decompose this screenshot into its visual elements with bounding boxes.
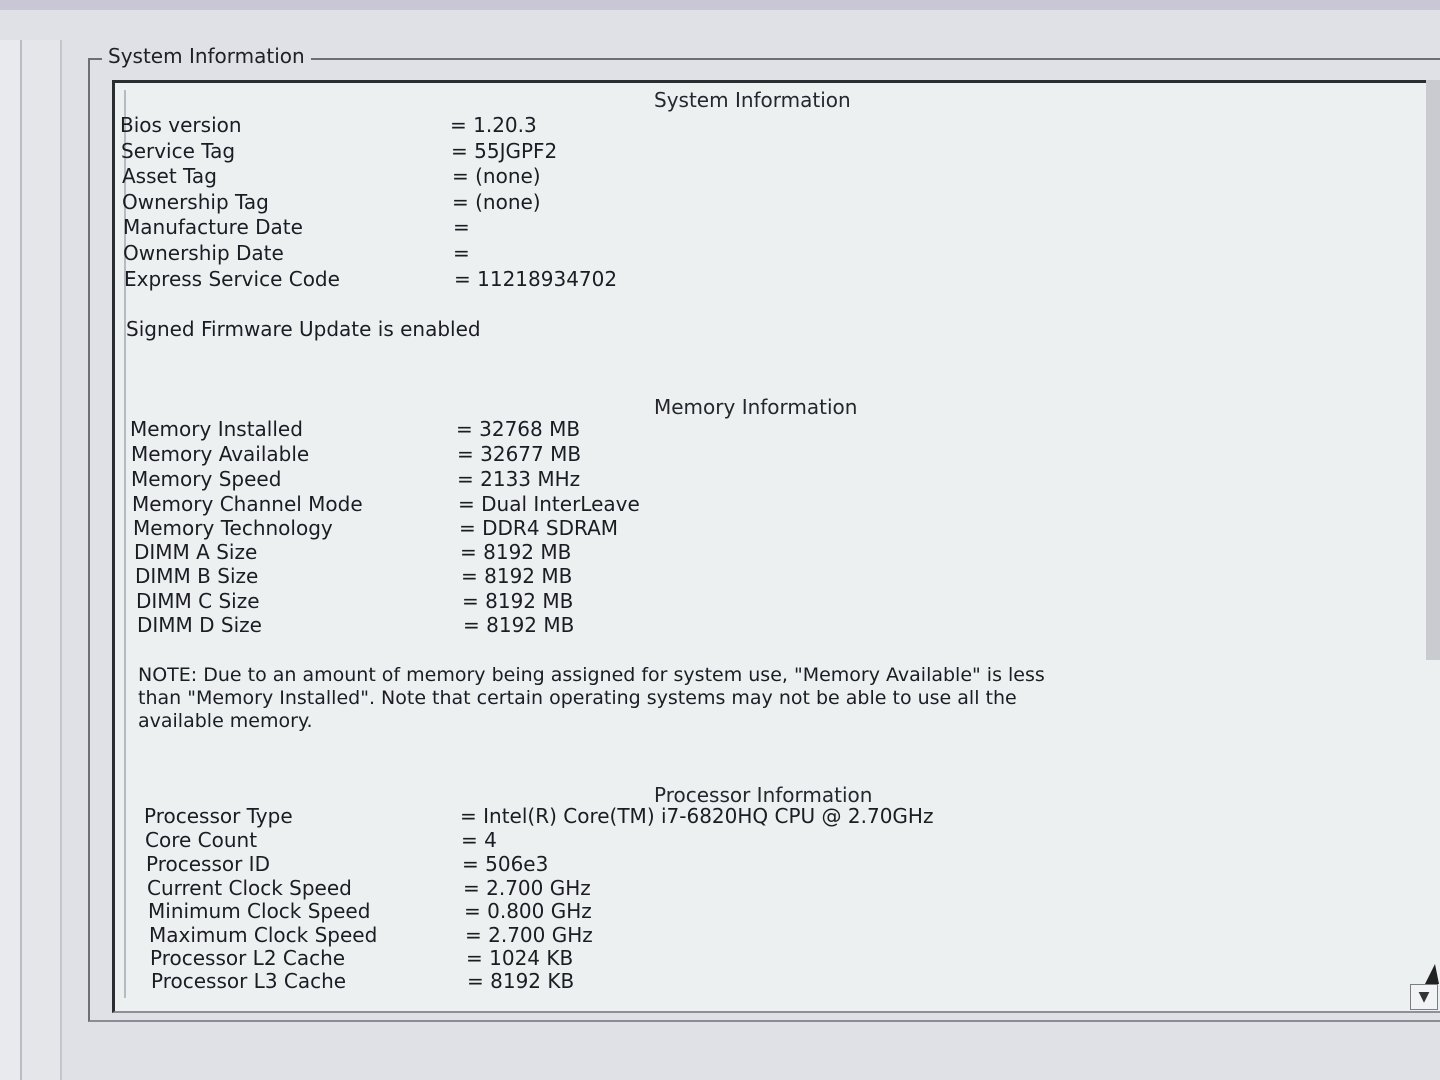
processor-info-section-title: Processor Information <box>654 783 873 807</box>
memory-note-line: NOTE: Due to an amount of memory being assigned for system use, "Memory Available" is less <box>138 664 1045 686</box>
info-label: Memory Speed <box>131 467 282 491</box>
info-value: = 55JGPF2 <box>451 139 558 163</box>
info-value: = (none) <box>452 190 541 214</box>
info-label: Memory Available <box>131 442 310 466</box>
info-value: = 8192 MB <box>460 540 572 564</box>
info-label: Processor L3 Cache <box>151 969 347 993</box>
mouse-cursor-icon <box>1425 964 1439 984</box>
info-label: Processor L2 Cache <box>150 946 346 970</box>
memory-note-line: than "Memory Installed". Note that certain operating systems may not be able to use all the <box>138 687 1017 709</box>
info-value: = 506e3 <box>462 852 549 876</box>
info-value: = 1024 KB <box>466 946 574 970</box>
info-value: = 1.20.3 <box>450 113 537 137</box>
information-panel[interactable] <box>112 80 1440 1013</box>
info-label: Processor Type <box>144 804 293 828</box>
info-value: = 32677 MB <box>457 442 582 466</box>
firmware-update-status: Signed Firmware Update is enabled <box>126 317 481 341</box>
info-label: DIMM A Size <box>134 540 258 564</box>
info-value: = 32768 MB <box>456 417 581 441</box>
info-value: = 0.800 GHz <box>464 899 592 923</box>
info-label: Express Service Code <box>124 267 340 291</box>
info-value: = 8192 KB <box>467 969 575 993</box>
info-value: = <box>453 215 470 239</box>
info-value: = Intel(R) Core(TM) i7-6820HQ CPU @ 2.70GHz <box>460 804 934 828</box>
info-value: = (none) <box>452 164 541 188</box>
info-label: DIMM C Size <box>136 589 260 613</box>
info-label: Service Tag <box>121 139 236 163</box>
info-value: = DDR4 SDRAM <box>459 516 619 540</box>
info-label: Current Clock Speed <box>147 876 352 900</box>
group-title: System Information <box>102 44 311 68</box>
info-value: = 2.700 GHz <box>465 923 593 947</box>
scroll-down-button[interactable] <box>1410 984 1438 1010</box>
chevron-down-icon: ▼ <box>1418 989 1430 1005</box>
memory-info-section-title: Memory Information <box>654 395 858 419</box>
info-value: = 11218934702 <box>454 267 618 291</box>
info-label: Maximum Clock Speed <box>149 923 378 947</box>
info-value: = 4 <box>461 828 497 852</box>
info-value: = <box>453 241 470 265</box>
system-info-section-title: System Information <box>654 88 851 112</box>
vertical-scrollbar[interactable] <box>1426 80 1440 660</box>
info-value: = 8192 MB <box>462 589 574 613</box>
left-navigation-rail[interactable] <box>0 40 22 1080</box>
info-value: = 8192 MB <box>461 564 573 588</box>
screen-top-strip <box>0 0 1440 10</box>
info-label: Minimum Clock Speed <box>148 899 371 923</box>
info-label: Ownership Date <box>123 241 284 265</box>
info-value: = Dual InterLeave <box>458 492 640 516</box>
info-label: Asset Tag <box>122 164 217 188</box>
info-label: Memory Channel Mode <box>132 492 363 516</box>
info-label: Processor ID <box>146 852 270 876</box>
info-label: Memory Installed <box>130 417 303 441</box>
info-label: Bios version <box>120 113 242 137</box>
memory-note-line: available memory. <box>138 710 313 732</box>
left-navigation-divider <box>22 40 62 1080</box>
info-label: DIMM D Size <box>137 613 262 637</box>
info-label: Core Count <box>145 828 258 852</box>
info-label: Memory Technology <box>133 516 333 540</box>
info-value: = 8192 MB <box>463 613 575 637</box>
info-value: = 2.700 GHz <box>463 876 591 900</box>
info-label: Manufacture Date <box>123 215 303 239</box>
memory-note <box>138 664 1268 733</box>
info-value: = 2133 MHz <box>457 467 581 491</box>
info-label: Ownership Tag <box>122 190 269 214</box>
info-label: DIMM B Size <box>135 564 259 588</box>
